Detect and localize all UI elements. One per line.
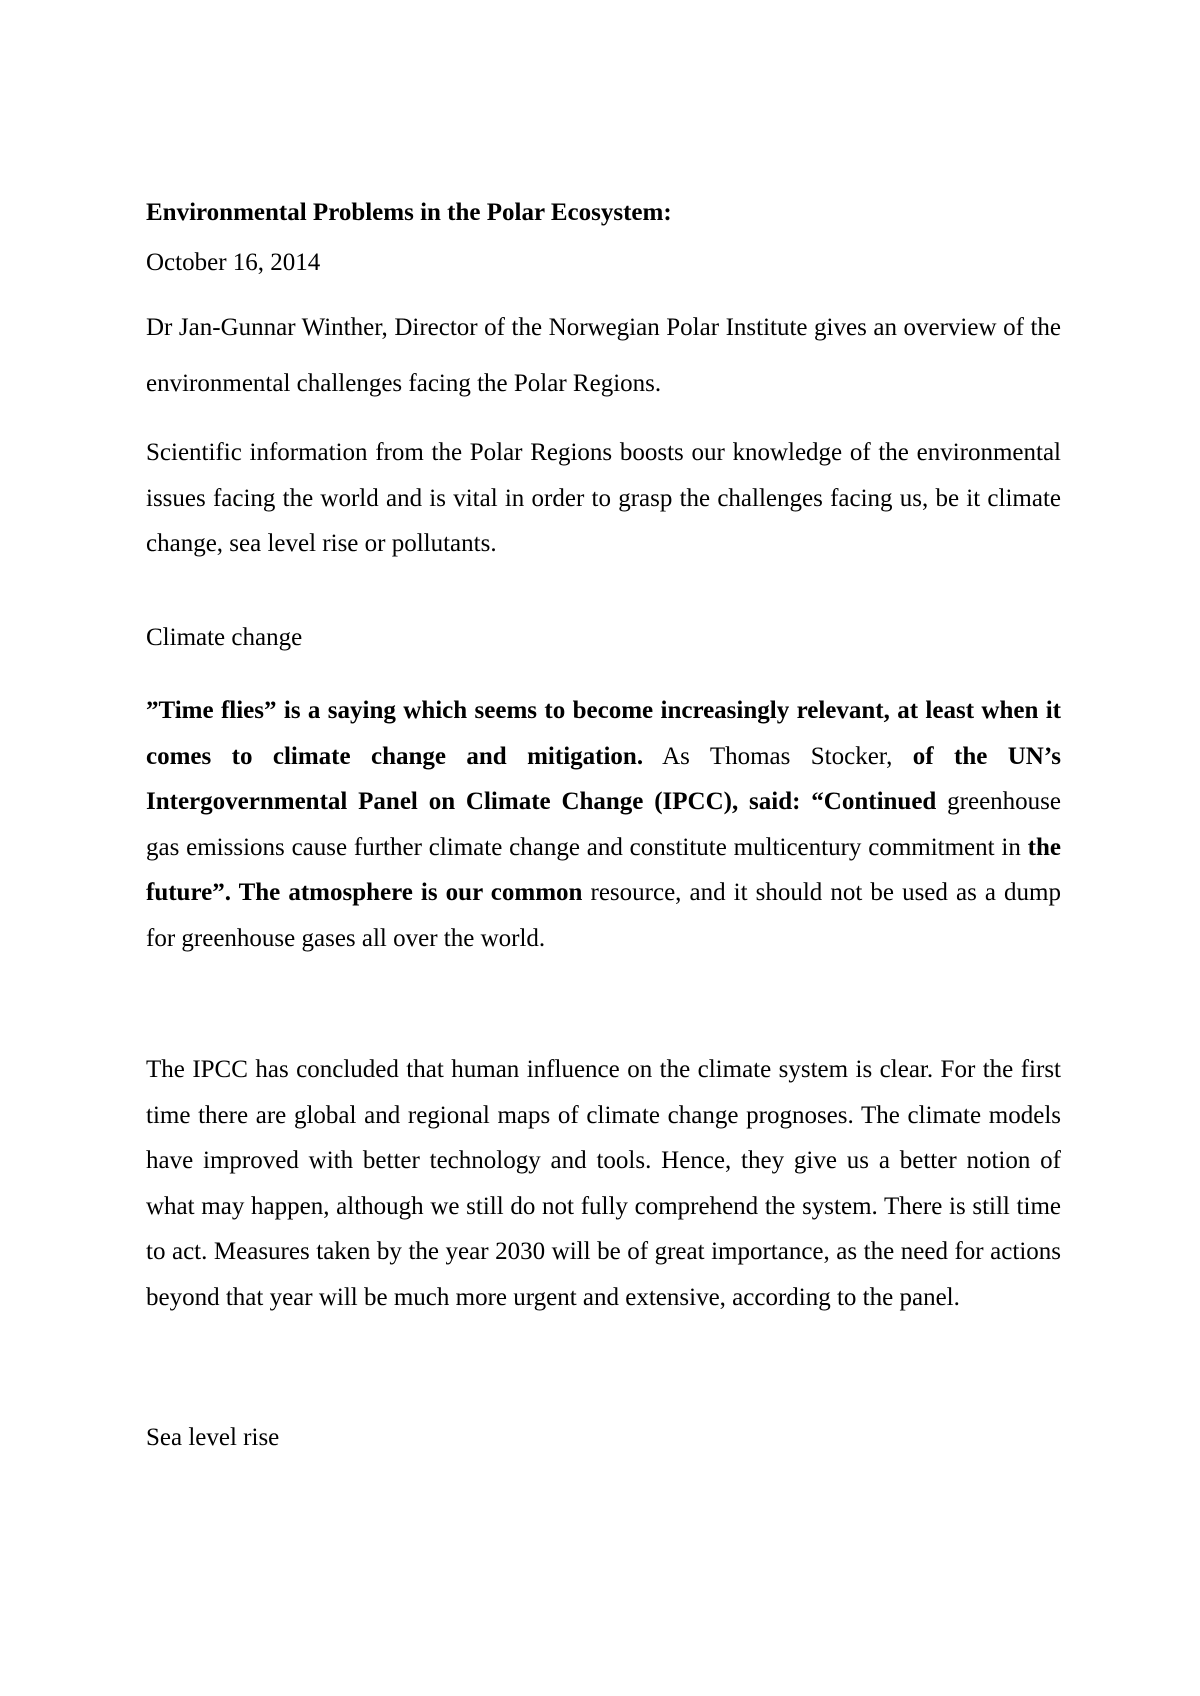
- section-heading-sea-level-rise: Sea level rise: [146, 1424, 280, 1451]
- paragraph-time-flies-end: resource, and it should not be used as a dump for greenhouse gases all over the world.: [146, 879, 1061, 952]
- paragraph-scientific-information: Scientific information from the Polar Regions boosts our knowledge of the environmental issues facing the world and is vital in order to grasp the challenges facing us, be it climate change, sea level rise or pollutants.: [146, 439, 1061, 557]
- section-heading-climate-change: Climate change: [146, 624, 303, 651]
- intro-paragraph: Dr Jan-Gunnar Winther, Director of the Norwegian Polar Institute gives an overview of the environmental challenges facing the Polar Regions.: [146, 314, 1061, 397]
- paragraph-ipcc-conclusion: The IPCC has concluded that human influence on the climate system is clear. For the first time there are global and regional maps of climate change prognoses. The climate models have improved with better technology and tools. Hence, they give us a better notion of what may happen, although we still do not fully comprehend the system. There is still time to act. Measures taken by the year 2030 will be of great importance, as the need for actions beyond that year will be much more urgent and extensive, according to the panel.: [146, 1056, 1061, 1311]
- paragraph-time-flies-bold-ipcc: of the UN’s Intergovernmental Panel on Climate Change (IPCC), said: “Continued: [146, 742, 1061, 815]
- paragraph-time-flies-mid: As Thomas Stocker,: [643, 742, 913, 770]
- document-date: October 16, 2014: [146, 249, 321, 276]
- paragraph-time-flies-bold-lead: ”Time flies” is a saying which seems to become increasingly relevant, at least when it comes to climate change and mitigation.: [146, 697, 1061, 770]
- document-title: Environmental Problems in the Polar Ecosystem:: [146, 199, 672, 226]
- paragraph-time-flies-bold-future: the future”. The atmosphere is our common: [146, 833, 1061, 906]
- paragraph-time-flies-quote: greenhouse gas emissions cause further climate change and constitute multicentury commitment in: [146, 788, 1061, 861]
- paragraph-time-flies: [146, 688, 1061, 961]
